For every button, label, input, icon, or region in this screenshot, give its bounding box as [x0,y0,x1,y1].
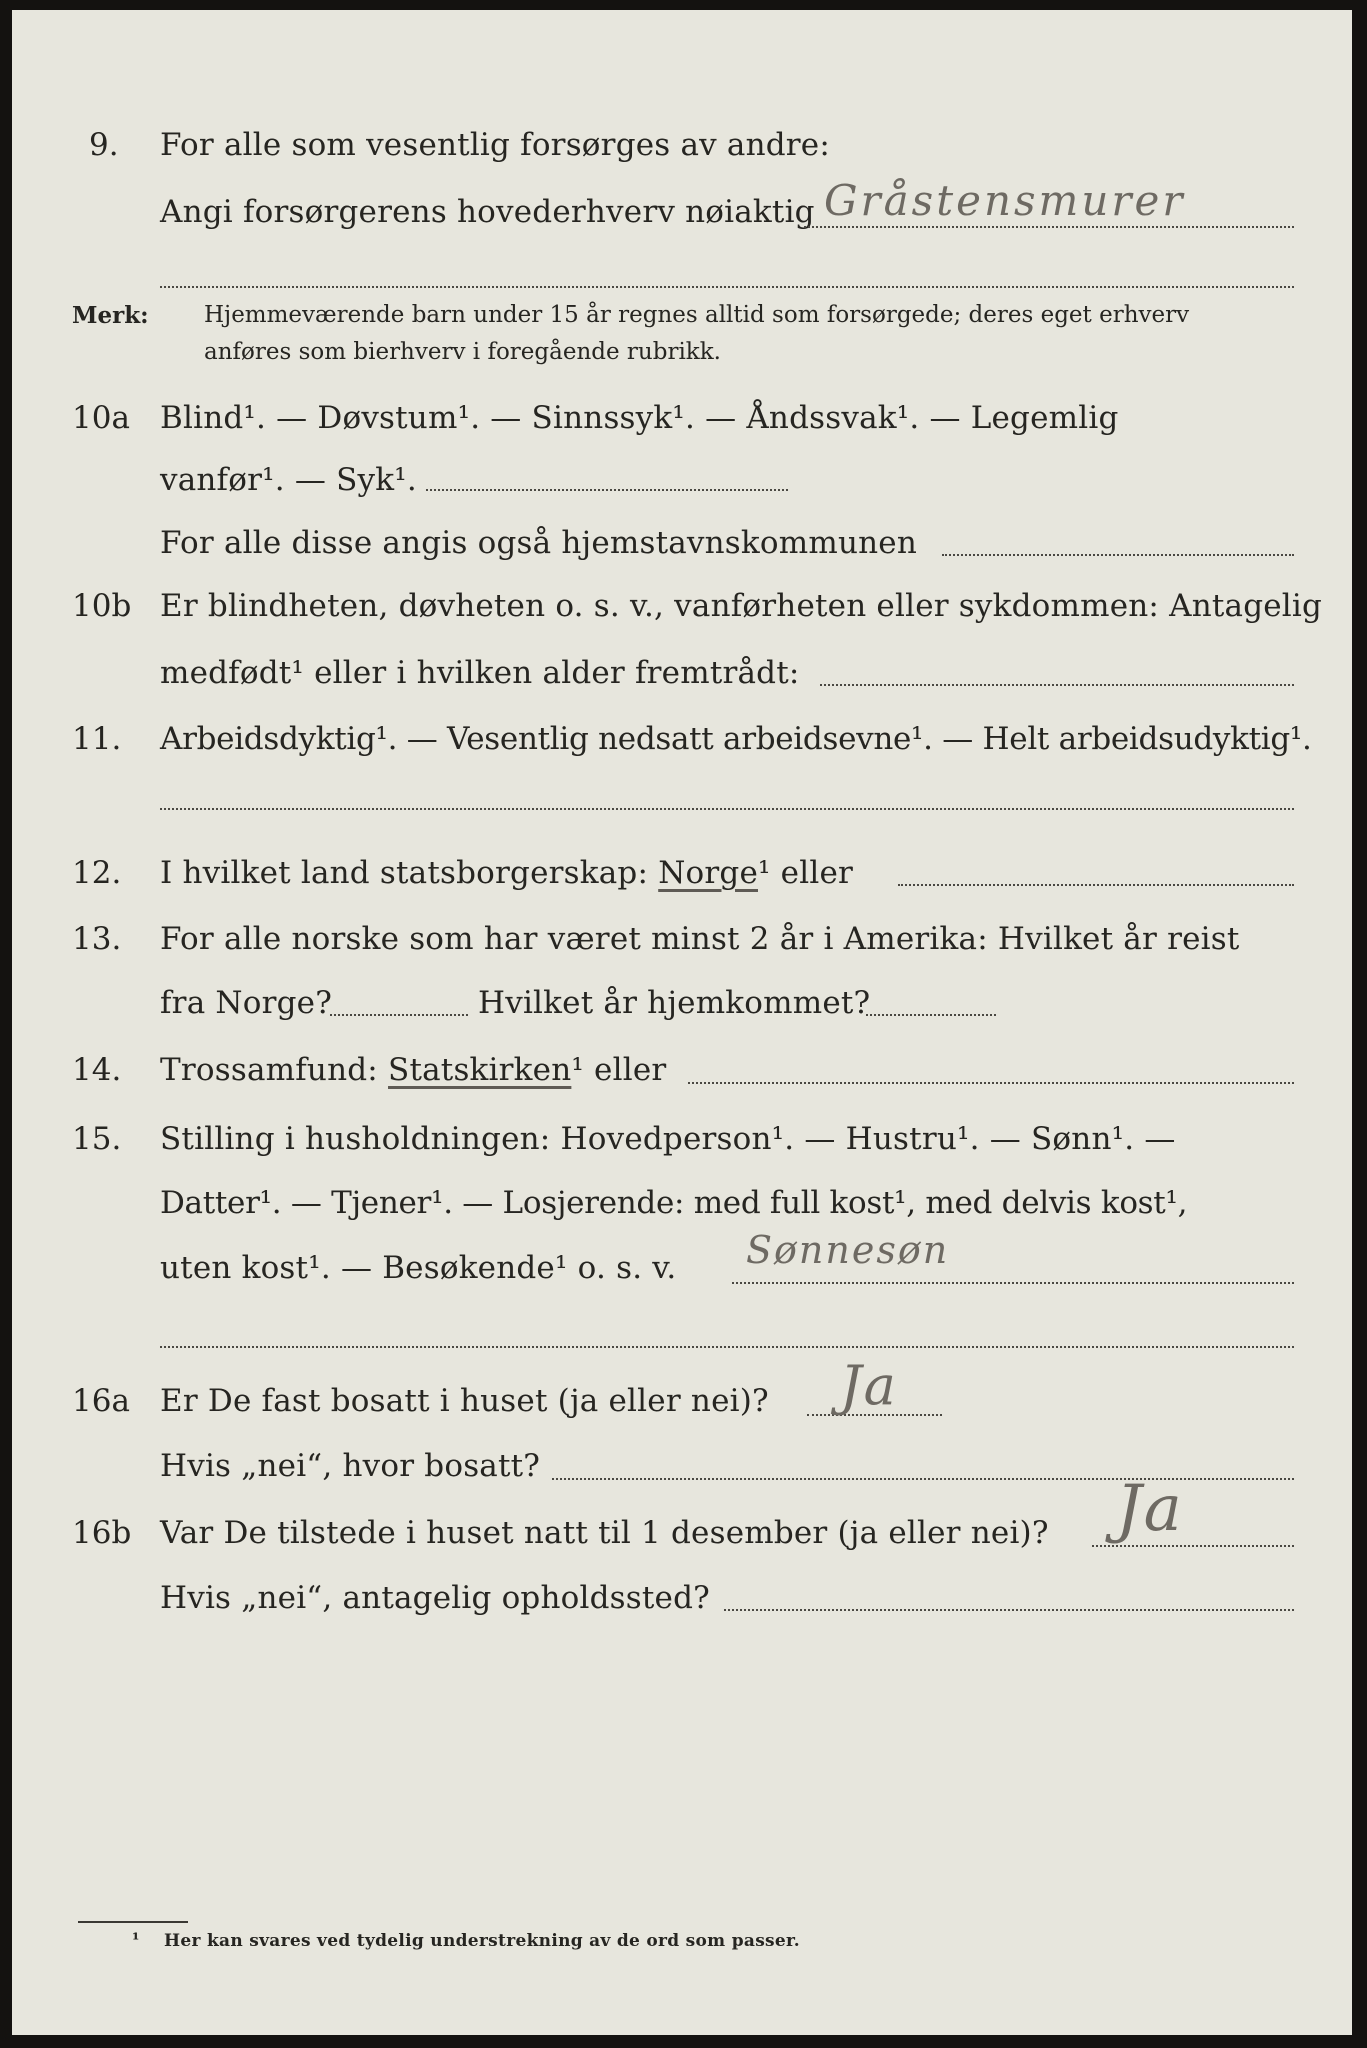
q16b-number: 16b [72,1515,132,1551]
q10a-line3: For alle disse angis også hjemstavnskommunen [160,525,917,561]
q15-line1: Stilling i husholdningen: Hovedperson¹. — Hustru¹. — Sønn¹. — [160,1121,1176,1157]
q12-text [160,855,853,891]
q14-fill [688,1082,1294,1084]
q16b-line1: Var De tilstede i huset natt til 1 desember (ja eller nei)? [160,1515,1049,1551]
q9-line1: For alle som vesentlig forsørges av andre: [160,127,830,163]
q15-line2: Datter¹. — Tjener¹. — Losjerende: med full kost¹, med delvis kost¹, [160,1185,1188,1221]
q10a-line2-fill [426,489,788,491]
q9-line2: Angi forsørgerens hovederhverv nøiaktig [160,194,815,230]
q16b-line2: Hvis „nei“, antagelig opholdssted? [160,1580,710,1616]
merk-label: Merk: [72,302,149,329]
q14-number: 14. [72,1052,122,1088]
q16a-line2: Hvis „nei“, hvor bosatt? [160,1448,541,1484]
q14-suffix: ¹ eller [571,1052,667,1088]
q10a-line3-fill [942,554,1294,556]
q12-fill [898,884,1294,886]
q10b-line2-fill [820,684,1294,686]
q13-line2b-fill [866,1014,996,1016]
q11-number: 11. [72,721,122,757]
q14-underlined-answer: Statskirken [388,1052,572,1088]
q10b-line1: Er blindheten, døvheten o. s. v., vanførheten eller sykdommen: Antagelig [160,588,1323,624]
q11-line1: Arbeidsdyktig¹. — Vesentlig nedsatt arbeidsevne¹. — Helt arbeidsudyktig¹. [160,721,1312,757]
q14-prefix: Trossamfund: [160,1052,378,1088]
q14-text [160,1052,666,1088]
q15-number: 15. [72,1121,122,1157]
q11-extra-line [160,808,1294,810]
q12-number: 12. [72,855,122,891]
q16a-handwritten-answer: Ja [840,1354,898,1417]
q13-number: 13. [72,921,122,957]
q16a-line1: Er De fast bosatt i huset (ja eller nei)? [160,1383,769,1419]
q13-line2a: fra Norge? [160,985,333,1021]
q10a-line1: Blind¹. — Døvstum¹. — Sinnssyk¹. — Åndssvak¹. — Legemlig [160,400,1119,436]
q9-answer-line [804,226,1294,228]
footnote-rule [78,1921,188,1923]
q12-prefix: I hvilket land statsborgerskap: [160,855,649,891]
census-form-page [12,10,1352,2035]
q10a-number: 10a [72,400,130,436]
q16a-number: 16a [72,1383,130,1419]
q10b-line2: medfødt¹ eller i hvilken alder fremtrådt: [160,655,800,691]
q15-handwritten-answer: Sønnesøn [746,1228,950,1272]
q13-line2b: Hvilket år hjemkommet? [478,985,871,1021]
merk-line1: Hjemmeværende barn under 15 år regnes alltid som forsørgede; deres eget erhverv [204,302,1190,328]
q16b-handwritten-answer: Ja [1116,1472,1184,1546]
q15-extra-line [160,1346,1294,1348]
q16b-line2-fill [724,1609,1294,1611]
q15-answer-line [732,1282,1294,1284]
q13-line1: For alle norske som har været minst 2 år i Amerika: Hvilket år reist [160,921,1240,957]
merk-line2: anføres som bierhverv i foregående rubrikk. [204,339,721,365]
footnote-marker: ¹ [132,1930,140,1950]
q12-suffix: ¹ eller [758,855,854,891]
q9-handwritten-answer: Gråstensmurer [824,176,1186,225]
q12-underlined-answer: Norge [658,855,758,891]
footnote-text: Her kan svares ved tydelig understrekning av de ord som passer. [164,1931,800,1951]
q9-extra-line [160,286,1294,288]
q9-number: 9. [89,127,119,163]
q10a-line2: vanfør¹. — Syk¹. [160,462,417,498]
q15-line3: uten kost¹. — Besøkende¹ o. s. v. [160,1250,677,1286]
q13-line2a-fill [330,1014,468,1016]
q10b-number: 10b [72,588,132,624]
